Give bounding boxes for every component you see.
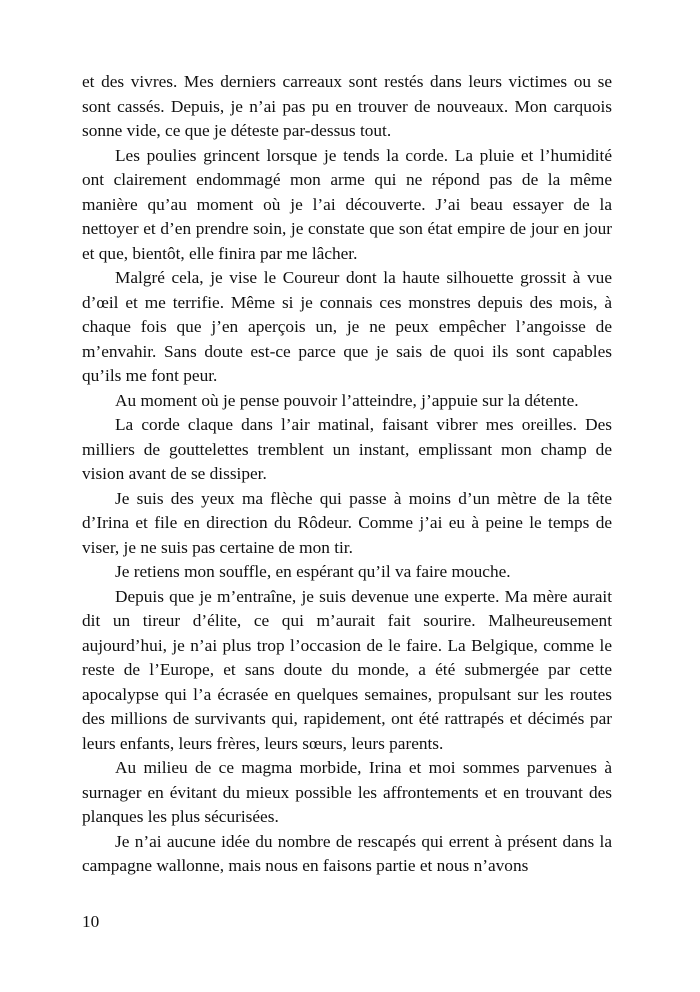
paragraph: Je suis des yeux ma flèche qui passe à moins d’un mètre de la tête d’Irina et file en direction du Rôdeur. Comme j’ai eu à peine le temps de viser, je ne suis pas certaine de mon tir. [82, 488, 612, 557]
body-text [82, 70, 612, 879]
paragraph: Au moment où je pense pouvoir l’atteindre, j’appuie sur la détente. [115, 390, 579, 410]
paragraph: Depuis que je m’entraîne, je suis devenue une experte. Ma mère aurait dit un tireur d’élite, ce qui m’aurait fait sourire. Malheureusement aujourd’hui, je n’ai plus trop l’occasion de le faire. La Belgique, comme le reste de l’Europe, et sans doute du monde, a été submergée par cette apocalypse qui l’a écrasée en quelques semaines, propulsant sur les routes des millions de survivants qui, rapidement, ont été rattrapés et décimés par leurs enfants, leurs frères, leurs sœurs, leurs parents. [82, 586, 612, 753]
paragraph: La corde claque dans l’air matinal, faisant vibrer mes oreilles. Des milliers de gouttelettes tremblent un instant, emplissant mon champ de vision avant de se dissiper. [82, 415, 612, 483]
paragraph: Les poulies grincent lorsque je tends la corde. La pluie et l’humidité ont clairement endommagé mon arme qui ne répond pas de la même manière qu’au moment où je l’ai découverte. J’ai beau essayer de la nettoyer et d’en prendre soin, je constate que son état empire de jour en jour et que, bientôt, elle finira par me lâcher. [82, 145, 612, 263]
paragraph: Au milieu de ce magma morbide, Irina et moi sommes parvenues à surnager en évitant du mieux possible les affrontements et en trouvant des planques les plus sécurisées. [82, 758, 612, 826]
paragraph: Je retiens mon souffle, en espérant qu’il va faire mouche. [115, 562, 511, 581]
paragraph-continued: et des vivres. Mes derniers carreaux sont restés dans leurs victimes ou se sont cassés. Depuis, je n’ai pas pu en trouver de nouveaux. Mon carquois sonne vide, ce que je déteste par-dessus tout. [82, 72, 612, 140]
page-number: 10 [82, 912, 100, 931]
paragraph: Malgré cela, je vise le Coureur dont la haute silhouette grossit à vue d’œil et me terrifie. Même si je connais ces monstres depuis des mois, à chaque fois que j’en aperçois un, je ne peux empêcher l’angoisse de m’envahir. Sans doute est-ce parce que je sais de quoi ils sont capables qu’ils me font peur. [82, 268, 612, 385]
paragraph: Je n’ai aucune idée du nombre de rescapés qui errent à présent dans la campagne wallonne, mais nous en faisons partie et nous n’avons [82, 831, 612, 875]
